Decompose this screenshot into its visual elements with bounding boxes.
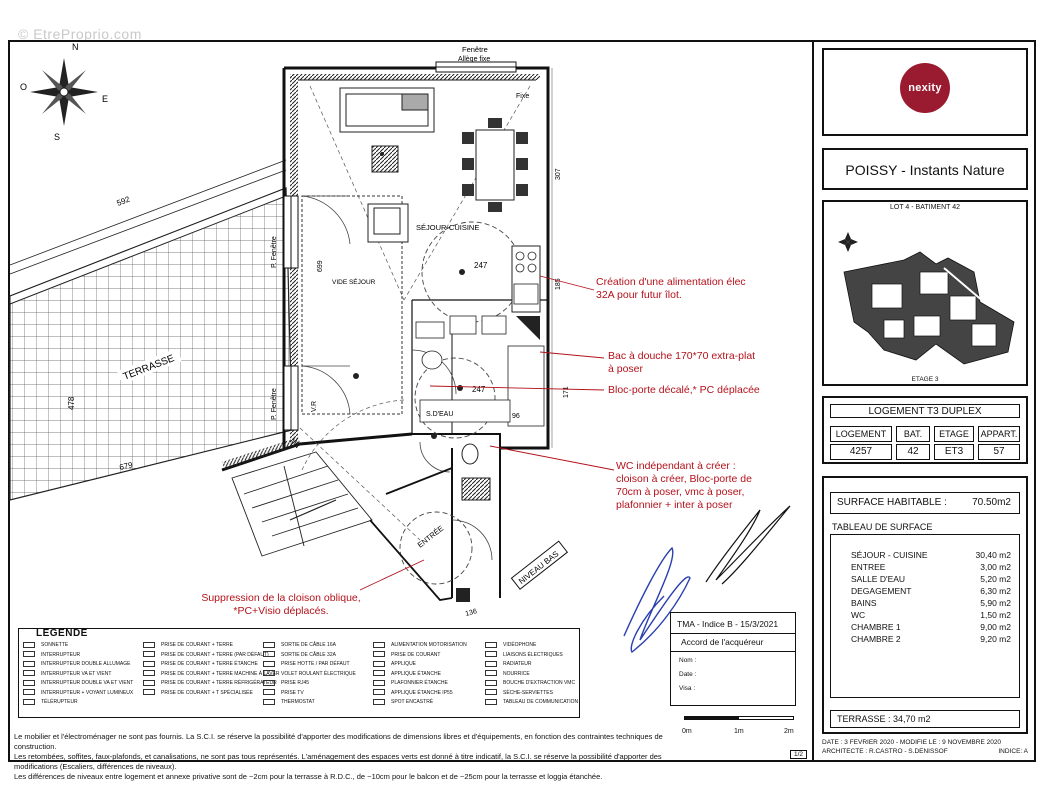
surface-row: WC 1,50 m2 (851, 610, 1011, 620)
vr-label: V.R (311, 400, 318, 412)
footer-line-1: Le mobilier et l'électroménager ne sont pas fournis. La S.C.I. se réserve la possibilité d'apporter des modifications de dimensions libres et d'équipements, en fonction des contraintes techniques de construction. (14, 732, 663, 751)
lot-title: LOT 4 - BATIMENT 42 (889, 204, 961, 211)
surface-habitable-label: SURFACE HABITABLE : (837, 497, 947, 508)
tma-header: TMA - Indice B - 15/3/2021 (677, 619, 779, 629)
legend-item: PLAFONNIER ÉTANCHE (391, 680, 448, 686)
dim-699: 699 (317, 260, 324, 272)
dim-679: 679 (118, 460, 134, 472)
surface-row: ENTREE 3,00 m2 (851, 562, 1011, 572)
surface-table (830, 534, 1020, 698)
legend-item: RADIATEUR (503, 661, 532, 667)
logement-header: LOGEMENT (830, 426, 892, 442)
legend-item: PRISE DE COURANT + TERRE MACHINE À LAVER (161, 670, 280, 677)
surface-habitable-value: 70.50m2 (972, 497, 1011, 508)
dim-478: 478 (67, 396, 76, 410)
note-alimentation: Création d'une alimentation élec 32A pour futur îlot. (596, 276, 746, 301)
s-deau-label: S.D'EAU (426, 411, 454, 418)
dim-247-b: 247 (472, 385, 486, 394)
watermark: © EtreProprio.com (18, 26, 142, 42)
legend-item: TABLEAU DE COMMUNICATION (503, 699, 579, 705)
compass-o-label: O (20, 82, 28, 92)
window-allege-label: Allège fixe (458, 56, 491, 63)
scale-2: 2m (784, 728, 794, 735)
terrace-label: TERRASSE (121, 353, 176, 383)
logement-panel (822, 396, 1028, 464)
nexity-logo: nexity (900, 63, 950, 113)
sejour-cuisine-label: SÉJOUR-CUISINE (416, 223, 480, 232)
surface-row: SALLE D'EAU 5,20 m2 (851, 574, 1011, 584)
legend-item: THERMOSTAT (281, 699, 315, 705)
entree-label: ENTRÉE (415, 523, 446, 550)
compass-n-label: N (72, 42, 79, 52)
title-block-divider (812, 40, 814, 760)
dim-171: 171 (563, 386, 570, 398)
dim-307: 307 (555, 168, 562, 180)
lot-panel (822, 200, 1028, 386)
scale-bar (678, 712, 798, 742)
etage-value: ET3 (934, 444, 974, 460)
dim-592: 592 (115, 194, 132, 208)
scale-0: 0m (682, 728, 692, 735)
lot-floor: ETAGE 3 (911, 376, 939, 383)
meta-architecte: ARCHITECTE : R.CASTRO - S.DENISSOF (822, 748, 948, 755)
bat-header: BAT. (896, 426, 930, 442)
compass-rose-icon (30, 58, 98, 126)
legend-item: APPLIQUE ÉTANCHE IP55 (391, 689, 453, 696)
legend-col-2 (143, 641, 281, 698)
note-bac-douche: Bac à douche 170*70 extra-plat à poser (608, 350, 756, 375)
legend-item: SONNETTE (41, 642, 69, 648)
surface-panel (822, 476, 1028, 734)
legend-col-5 (485, 641, 579, 708)
legend-item: VOLET ROULANT ÉLECTRIQUE (281, 670, 356, 677)
compass-e-label: E (102, 94, 109, 104)
legend-item: INTERRUPTEUR + VOYANT LUMINEUX (41, 689, 134, 696)
legend-panel (18, 628, 580, 718)
legend-item: INTERRUPTEUR DOUBLE ALLUMAGE (41, 661, 131, 667)
legend-item: INTERRUPTEUR DOUBLE VA ET VIENT (41, 680, 134, 686)
footer-line-2: Les retombées, soffites, faux-plafonds, et canalisations, ne sont pas tous représentés. L'aménagement des espaces verts est donné à titre indicatif, la S.C.I. se réserve la possibilité d'apporter des modifications (Escaliers, différences de niveaux). (14, 752, 662, 771)
legend-item: PRISE RJ45 (281, 680, 310, 686)
legend-item: PRISE DE COURANT + T SPÉCIALISÉE (161, 689, 253, 696)
note-wc: WC indépendant à créer : cloison à créer, Bloc-porte de 70cm à poser, vmc à poser, plafonnier + inter à poser (616, 460, 752, 511)
scale-1: 1m (734, 728, 744, 735)
surface-row: CHAMBRE 2 9,20 m2 (851, 634, 1011, 644)
legend-item: NOURRICE (503, 670, 530, 677)
window-top-label: Fenêtre (462, 45, 488, 54)
surface-row: DEGAGEMENT 6,30 m2 (851, 586, 1011, 596)
legend-item: ALIMENTATION MOTORISATION (391, 642, 467, 648)
note-bloc-porte: Bloc-porte décalé,* PC déplacée (608, 384, 760, 396)
legend-item: APPLIQUE (391, 661, 417, 667)
legend-item: VIDÉOPHONE (503, 642, 537, 648)
page-number: 1/2 (790, 750, 807, 759)
legend-item: APPLIQUE ÉTANCHE (391, 670, 441, 677)
fixe-label: Fixe (516, 93, 530, 100)
dim-247-a: 247 (474, 261, 488, 270)
terrace-area (10, 160, 292, 500)
dim-136: 136 (464, 608, 478, 618)
surface-row: CHAMBRE 1 9,00 m2 (851, 622, 1011, 632)
dim-96: 96 (512, 413, 520, 420)
drawing-meta (822, 738, 1028, 756)
legend-title: LEGENDE (36, 628, 88, 639)
legend-item: INTERRUPTEUR VA ET VIENT (41, 670, 112, 677)
footer-notes (14, 732, 664, 782)
etage-header: ETAGE (934, 426, 974, 442)
p-fenetre-label-2: P. Fenêtre (271, 388, 278, 420)
legend-col-1 (23, 641, 161, 708)
stairs (232, 452, 372, 556)
legend-item: PRISE HOTTE / PAR DÉFAUT (281, 661, 350, 667)
compass-s-label: S (54, 132, 61, 142)
surface-row: SÉJOUR - CUISINE 30,40 m2 (851, 550, 1011, 560)
surface-row: BAINS 5,90 m2 (851, 598, 1011, 608)
meta-indice: INDICE: A (998, 748, 1028, 755)
tma-accord-box (670, 612, 796, 706)
legend-item: PRISE DE COURANT + TERRE (161, 642, 233, 648)
project-name: POISSY - Instants Nature (845, 162, 1005, 178)
project-panel (822, 148, 1028, 190)
legend-item: BOUCHE D'EXTRACTION VMC (503, 680, 576, 686)
terrasse-surface: TERRASSE : 34,70 m2 (830, 710, 1020, 728)
legend-item: SPOT ENCASTRÉ (391, 699, 434, 705)
vide-sejour-label: VIDE SÉJOUR (332, 279, 376, 286)
niveau-bas-label: NIVEAU BAS (517, 549, 561, 586)
surface-habitable-box (830, 492, 1020, 514)
dim-185: 185 (555, 278, 562, 290)
legend-item: PRISE DE COURANT + TERRE ÉTANCHE (161, 661, 258, 667)
tma-date: Date : (679, 671, 697, 678)
legend-item: PRISE DE COURANT + TERRE (PAR DÉFAUT) (161, 651, 269, 658)
logement-value: 4257 (830, 444, 892, 460)
signature-black (706, 506, 790, 584)
appart-value: 57 (978, 444, 1020, 460)
legend-item: SÈCHE-SERVIETTES (503, 689, 553, 696)
legend-item: PRISE DE COURANT + TERRE RÉFRIGÉRATEUR (161, 680, 277, 686)
legend-item: TÉLÉRUPTEUR (41, 699, 78, 705)
legend-item: INTERRUPTEUR (41, 651, 81, 658)
legend-item: PRISE DE COURANT (391, 651, 441, 658)
tma-title: Accord de l'acquéreur (681, 637, 764, 647)
p-fenetre-label-1: P. Fenêtre (271, 236, 278, 268)
legend-item: SORTIE DE CÂBLE 16A (281, 642, 336, 648)
tma-nom: Nom : (679, 657, 697, 664)
legend-item: PRISE TV (281, 689, 304, 696)
meta-date: DATE : 3 FEVRIER 2020 - MODIFIE LE : 9 NOVEMBRE 2020 (822, 739, 1002, 746)
tma-visa: Visa : (679, 685, 696, 692)
bat-value: 42 (896, 444, 930, 460)
building-site-plan (824, 212, 1026, 376)
surface-table-title: TABLEAU DE SURFACE (832, 522, 933, 532)
footer-line-3: Les différences de niveaux entre logement et annexe privative sont de ~2cm pour la terrasse à R.D.C., de ~10cm pour le balcon et de ~25cm pour la terrasse et loggia étanchée. (14, 772, 603, 781)
note-suppression-cloison: Suppression de la cloison oblique, *PC+Visio déplacés. (201, 592, 361, 617)
legend-item: LIAISONS ÉLECTRIQUES (503, 651, 563, 658)
logement-title: LOGEMENT T3 DUPLEX (830, 404, 1020, 418)
appart-header: APPART. (978, 426, 1020, 442)
legend-item: SORTIE DE CÂBLE 32A (281, 651, 336, 658)
